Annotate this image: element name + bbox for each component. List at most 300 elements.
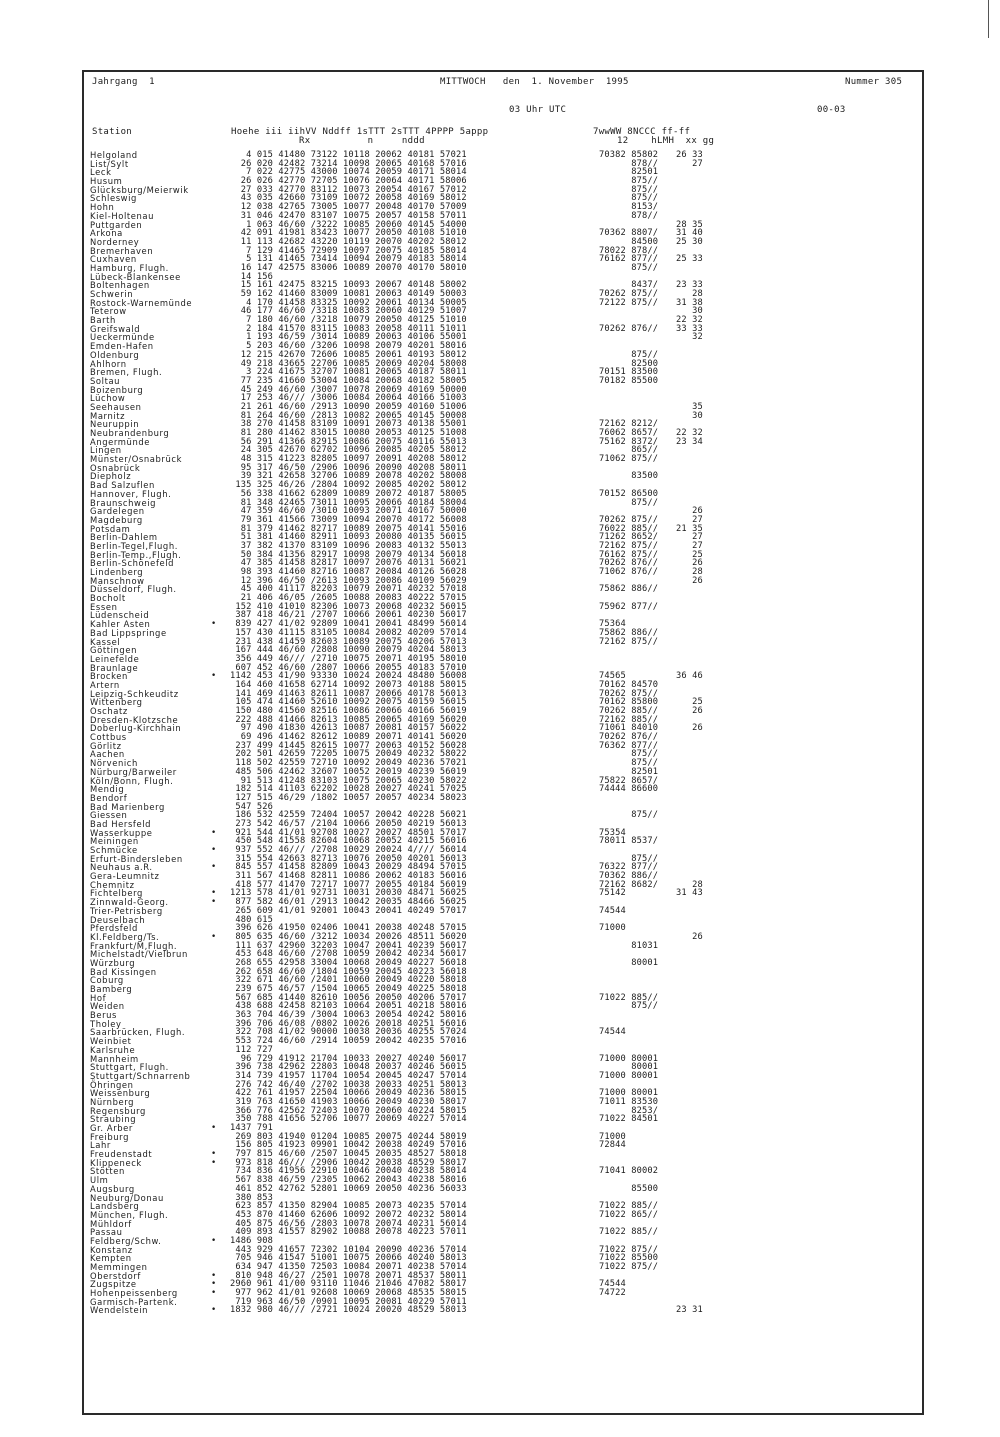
station-name: Klippeneck <box>90 1157 142 1168</box>
station-row <box>90 255 910 264</box>
synop-values: 845 557 41458 82809 10043 20029 48494 57015 <box>230 862 467 873</box>
wind-gust-values: 25 33 <box>676 254 703 265</box>
weather-cloud-codes: 875// <box>599 349 659 360</box>
weather-cloud-codes: 74544 <box>599 1027 626 1038</box>
weather-cloud-codes: 70262 875// <box>599 289 659 299</box>
synop-values: 1213 578 41/01 92731 10031 20030 48471 56025 <box>230 888 467 899</box>
synop-values: 105 474 41460 52610 10092 20075 40159 56015 <box>230 697 467 708</box>
station-row <box>90 281 910 290</box>
wind-gust-values: 26 <box>676 558 703 569</box>
weather-cloud-codes: 72162 8682/ <box>599 879 659 890</box>
wind-gust-values: 26 33 <box>676 150 703 160</box>
wind-gust-values: 36 46 <box>676 671 703 682</box>
weather-cloud-codes: 70152 86500 <box>599 488 659 499</box>
synop-values: 322 671 46/60 /2401 10060 20049 40220 58018 <box>230 975 467 986</box>
station-row <box>90 698 910 707</box>
synop-values: 268 655 42958 33004 10068 20049 40227 56018 <box>230 957 467 968</box>
weather-cloud-codes: 70362 8807/ <box>599 228 659 239</box>
station-name: Glücksburg/Meierwik <box>90 184 189 195</box>
station-row <box>90 490 910 499</box>
station-name: Oberstdorf <box>90 1270 141 1281</box>
station-row <box>90 803 910 812</box>
station-name: Kempten <box>90 1253 132 1264</box>
synop-values: 135 325 46/26 /2804 10092 20085 40202 58012 <box>230 480 467 491</box>
station-name: Bamberg <box>90 984 133 994</box>
synop-values: 69 496 41462 82612 10089 20071 40141 56020 <box>230 732 467 743</box>
station-row <box>90 481 910 490</box>
weather-cloud-codes: 71022 875// <box>599 1244 659 1255</box>
synop-values: 797 815 46/60 /2507 10045 20035 48527 58018 <box>230 1149 467 1160</box>
station-row <box>90 1098 910 1107</box>
station-name: Neuhaus a.R. <box>90 862 153 873</box>
synop-values: 56 338 41662 62809 10089 20072 40187 58005 <box>230 488 467 499</box>
station-name: Pferdsfeld <box>90 923 138 934</box>
mountain-marker: • <box>211 1149 217 1160</box>
station-name: Kahler Asten <box>90 619 151 630</box>
station-name: Husum <box>90 176 123 187</box>
station-name: Nörvenich <box>90 758 138 769</box>
synop-values: 239 675 46/57 /1504 10065 20049 40225 58018 <box>230 984 467 994</box>
synop-values: 315 554 42663 82713 10076 20050 40201 56013 <box>230 853 467 864</box>
weather-cloud-codes: 71022 85500 <box>599 1253 659 1264</box>
weather-cloud-codes: 70162 84570 <box>599 679 659 690</box>
synop-values: 877 582 46/01 /2913 10042 20035 48466 56025 <box>230 897 467 908</box>
weather-cloud-codes: 875// <box>599 176 659 187</box>
synop-values: 450 548 41558 82604 10068 20052 40215 56016 <box>230 836 467 847</box>
weather-cloud-codes: 75354 <box>599 827 626 838</box>
wind-gust-values: 30 <box>676 306 703 317</box>
wind-gust-values: 23 34 <box>676 436 703 447</box>
synop-values: 150 480 41560 82516 10086 20066 40166 56019 <box>230 706 467 716</box>
station-name: Gera-Leumnitz <box>90 871 160 882</box>
mountain-marker: • <box>211 1270 217 1281</box>
wind-gust-values: 26 <box>676 575 703 586</box>
station-row <box>90 1237 910 1246</box>
station-name: Fichtelberg <box>90 888 143 899</box>
wind-gust-values: 26 <box>676 506 703 517</box>
weather-cloud-codes: 71062 875// <box>599 454 659 465</box>
synop-values: 11 113 42682 43220 10119 20070 40202 58012 <box>230 236 467 247</box>
station-row <box>90 542 910 551</box>
observation-time: 03 Uhr UTC <box>509 105 567 115</box>
weather-cloud-codes: 875// <box>599 184 659 195</box>
wind-gust-values: 27 <box>676 514 703 525</box>
station-row <box>90 968 910 977</box>
weather-cloud-codes: 83500 <box>599 471 659 482</box>
station-name: Arkona <box>90 228 123 239</box>
synop-values: 1142 453 41/90 93330 10024 20024 48480 56008 <box>230 671 467 682</box>
weather-cloud-codes: 76322 877// <box>599 862 659 873</box>
station-name: Berlin-Tegel,Flugh. <box>90 540 178 551</box>
station-row <box>90 446 910 455</box>
station-name: Oldenburg <box>90 349 140 360</box>
weather-cloud-codes: 74544 <box>599 905 626 916</box>
mountain-marker: • <box>211 1235 217 1246</box>
station-name: Passau <box>90 1227 123 1238</box>
weather-cloud-codes: 80001 <box>599 957 659 968</box>
station-name: Bendorf <box>90 792 128 803</box>
station-row <box>90 1194 910 1203</box>
synop-values: 81 348 42465 73011 10095 20066 40184 58004 <box>230 497 467 508</box>
synop-values: 396 706 46/08 /0802 10026 20018 40251 56016 <box>230 1018 467 1029</box>
station-row <box>90 1133 910 1142</box>
weather-cloud-codes: 865// <box>599 445 659 456</box>
station-row <box>90 829 910 838</box>
synop-values: 273 542 46/57 /2104 10066 20050 40219 56013 <box>230 818 467 829</box>
synop-values: 37 382 41370 83109 10096 20083 40132 55013 <box>230 540 467 551</box>
synop-values: 7 129 41465 72909 10097 20075 40185 58014 <box>230 245 467 256</box>
station-name: Helgoland <box>90 150 138 160</box>
synop-values: 418 577 41470 72717 10077 20055 40184 56019 <box>230 879 467 890</box>
synop-values: 81 280 41462 83015 10080 20053 40125 51008 <box>230 428 467 438</box>
station-name: Berlin-Dahlem <box>90 532 158 543</box>
synop-values: 164 460 41658 62714 10092 20073 40188 58015 <box>230 679 467 690</box>
weather-cloud-codes: 875// <box>599 262 659 273</box>
synop-values: 1832 980 46/// /2721 10024 20020 48529 58013 <box>230 1305 467 1316</box>
wind-gust-values: 31 38 <box>676 297 703 308</box>
station-name: Neuburg/Donau <box>90 1192 164 1203</box>
synop-values: 319 763 41650 41903 10066 20049 40230 58017 <box>230 1096 467 1107</box>
synop-values: 567 685 41440 82610 10056 20050 40206 57017 <box>230 992 467 1003</box>
weather-cloud-codes: 76162 877// <box>599 254 659 265</box>
station-row <box>90 429 910 438</box>
station-name: Doberlug-Kirchhain <box>90 723 182 734</box>
station-name: Rostock-Warnemünde <box>90 297 193 308</box>
weather-cloud-codes: 875// <box>599 758 659 769</box>
weather-cloud-codes: 75162 8372/ <box>599 436 659 447</box>
synop-values: 111 637 42960 32203 10047 20041 40239 56017 <box>230 940 467 951</box>
weather-cloud-codes: 70262 876// <box>599 558 659 569</box>
weather-cloud-codes: 875// <box>599 853 659 864</box>
wind-gust-values: 27 <box>676 158 703 169</box>
station-row <box>90 585 910 594</box>
station-column-header: Station <box>92 127 133 137</box>
synop-values: 453 870 41460 62606 10092 20072 40232 58014 <box>230 1209 467 1220</box>
station-row <box>90 863 910 872</box>
wind-gust-values: 35 <box>676 401 703 412</box>
station-row <box>90 464 910 473</box>
station-name: Potsdam <box>90 523 131 534</box>
mountain-marker: • <box>211 1305 217 1316</box>
synop-values: 45 249 46/60 /3007 10078 20069 40169 50000 <box>230 384 467 395</box>
synop-values: 734 836 41956 22910 10046 20040 40238 58014 <box>230 1166 467 1177</box>
station-name: Meiningen <box>90 836 139 847</box>
weather-cloud-codes: 70182 85500 <box>599 375 659 386</box>
weather-cloud-codes: 75862 886// <box>599 627 659 638</box>
station-name: Köln/Bonn, Flugh. <box>90 775 174 786</box>
station-list <box>90 151 910 1315</box>
station-row <box>90 412 910 421</box>
station-name: Diepholz <box>90 471 132 482</box>
station-name: Bremerhaven <box>90 245 154 256</box>
wind-gust-values: 28 <box>676 289 703 299</box>
synop-values: 231 438 41459 82603 10089 20075 40206 57013 <box>230 636 467 647</box>
station-name: Leck <box>90 167 112 178</box>
weather-cloud-codes: 71000 80001 <box>599 1070 659 1081</box>
synop-values: 222 488 41466 82613 10085 20065 40169 56020 <box>230 714 467 725</box>
station-name: Tholey <box>90 1018 122 1029</box>
synop-values: 81 379 41462 82717 10089 20075 40141 55016 <box>230 523 467 534</box>
station-name: Görlitz <box>90 740 122 751</box>
station-row <box>90 229 910 238</box>
station-row <box>90 916 910 925</box>
station-name: Emden-Hafen <box>90 341 154 352</box>
weather-cloud-codes: 70382 85802 <box>599 150 659 160</box>
synop-values: 45 400 41117 82203 10079 20071 40232 57018 <box>230 584 467 595</box>
station-row <box>90 568 910 577</box>
synop-values: 157 430 41115 83105 10084 20082 40209 57014 <box>230 627 467 638</box>
mountain-marker: • <box>211 1279 217 1290</box>
weather-cloud-codes: 76162 875// <box>599 549 659 560</box>
station-row <box>90 733 910 742</box>
station-row <box>90 716 910 725</box>
synop-values: 405 875 46/56 /2803 10078 20074 40231 56014 <box>230 1218 467 1229</box>
volume-label: Jahrgang 1 <box>92 77 155 87</box>
station-name: Freudenstadt <box>90 1149 153 1160</box>
synop-values: 485 506 42462 32607 10052 20019 40239 56019 <box>230 766 467 777</box>
synop-values: 380 853 <box>230 1192 274 1203</box>
station-name: Coburg <box>90 975 124 986</box>
station-name: Bremen, Flugh. <box>90 367 163 378</box>
weather-cloud-codes: 80001 <box>599 1062 659 1073</box>
station-row <box>90 620 910 629</box>
synop-values: 156 805 41923 09901 10042 20038 40249 57016 <box>230 1140 467 1151</box>
station-row <box>90 203 910 212</box>
synop-values: 95 317 46/50 /2906 10096 20090 40208 58011 <box>230 462 467 473</box>
synop-values: 438 688 42458 82103 10064 20051 40218 58016 <box>230 1001 467 1012</box>
synop-values: 186 532 42559 72404 10057 20042 40228 56021 <box>230 810 467 821</box>
station-name: Bad Salzuflen <box>90 480 155 491</box>
station-row <box>90 707 910 716</box>
station-row <box>90 472 910 481</box>
weather-cloud-codes: 71061 84010 <box>599 723 659 734</box>
station-row <box>90 1167 910 1176</box>
station-name: Schmücke <box>90 845 138 855</box>
station-name: Puttgarden <box>90 219 143 230</box>
station-row <box>90 333 910 342</box>
synop-values: 607 452 46/60 /2807 10066 20055 40183 57010 <box>230 662 467 673</box>
wind-gust-values: 28 <box>676 567 703 577</box>
synop-values: 39 321 42658 32706 10089 20078 40202 58008 <box>230 471 467 482</box>
station-name: Öhringen <box>90 1079 134 1090</box>
station-row <box>90 672 910 681</box>
synop-values: 387 418 46/21 /2707 10066 20061 40230 56017 <box>230 610 467 621</box>
wind-gust-values: 22 32 <box>676 428 703 438</box>
station-row <box>90 1124 910 1133</box>
wind-gust-values: 26 <box>676 706 703 716</box>
station-row <box>90 151 910 160</box>
weather-cloud-codes: 71000 80001 <box>599 1088 659 1099</box>
synop-values: 12 396 46/50 /2613 10093 20086 40109 56029 <box>230 575 467 586</box>
station-name: Mendig <box>90 784 125 795</box>
wind-gust-values: 26 <box>676 931 703 942</box>
station-name: Weinbiet <box>90 1036 132 1047</box>
station-name: Hannover, Flugh. <box>90 488 172 499</box>
station-name: Weiden <box>90 1001 125 1012</box>
synop-values: 623 857 41350 82904 10085 20073 40235 57014 <box>230 1201 467 1212</box>
synop-values: 262 658 46/60 /1804 10059 20045 40223 56018 <box>230 966 467 977</box>
station-name: Memmingen <box>90 1262 148 1272</box>
synop-values: 634 947 41350 72503 10084 20071 40238 57014 <box>230 1262 467 1272</box>
weather-cloud-codes: 71000 <box>599 1131 626 1142</box>
station-name: Lüdenscheid <box>90 610 150 621</box>
station-row <box>90 1289 910 1298</box>
synop-values: 265 609 41/01 92001 10043 20041 40249 57017 <box>230 905 467 916</box>
station-name: Neuruppin <box>90 419 140 430</box>
station-row <box>90 655 910 664</box>
weather-cloud-codes: 875// <box>599 193 659 204</box>
wind-gust-values: 22 32 <box>676 315 703 326</box>
synop-values: 553 724 46/60 /2914 10059 20042 40235 57016 <box>230 1036 467 1047</box>
station-row <box>90 1011 910 1020</box>
wind-gust-values: 31 40 <box>676 228 703 239</box>
station-name: Saarbrücken, Flugh. <box>90 1027 186 1038</box>
station-name: Seehausen <box>90 401 142 412</box>
station-name: Würzburg <box>90 957 136 968</box>
station-row <box>90 1159 910 1168</box>
station-name: Chemnitz <box>90 879 135 890</box>
station-name: Lingen <box>90 445 122 456</box>
wind-gust-values: 31 43 <box>676 888 703 899</box>
station-row <box>90 194 910 203</box>
synop-values: 396 626 41950 02406 10041 20038 40248 57015 <box>230 923 467 934</box>
station-name: Schleswig <box>90 193 137 204</box>
station-name: Weissenburg <box>90 1088 151 1099</box>
weather-cloud-codes: 71041 80002 <box>599 1166 659 1177</box>
station-name: Hamburg, Flugh. <box>90 262 169 273</box>
station-name: Mannheim <box>90 1053 139 1064</box>
synop-values: 973 818 46/// /2906 10042 20038 48529 58017 <box>230 1157 467 1168</box>
station-row <box>90 646 910 655</box>
station-name: Aachen <box>90 749 125 760</box>
weather-cloud-codes: 75364 <box>599 619 626 630</box>
station-name: Deuselbach <box>90 914 146 925</box>
synop-values: 237 499 41445 82615 10077 20063 40152 56028 <box>230 740 467 751</box>
weather-cloud-codes: 72162 8212/ <box>599 419 659 430</box>
weather-cloud-codes: 71022 84501 <box>599 1114 659 1125</box>
station-name: Michelstadt/Vielbrun <box>90 949 188 960</box>
weather-cloud-codes: 875// <box>599 810 659 821</box>
station-name: Bad Hersfeld <box>90 818 152 829</box>
station-name: Greifswald <box>90 323 141 334</box>
station-row <box>90 959 910 968</box>
station-row <box>90 307 910 316</box>
station-row <box>90 942 910 951</box>
station-row <box>90 724 910 733</box>
weather-cloud-codes: 72162 875// <box>599 636 659 647</box>
station-name: Kassel <box>90 636 121 647</box>
station-name: Landsberg <box>90 1201 140 1212</box>
wind-gust-values: 30 <box>676 410 703 421</box>
station-name: Artern <box>90 679 120 690</box>
weather-cloud-codes: 71262 8652/ <box>599 532 659 543</box>
weather-cloud-codes: 74722 <box>599 1288 626 1299</box>
station-name: Regensburg <box>90 1105 146 1116</box>
station-name: Kl.Feldberg/Ts. <box>90 931 160 942</box>
station-row <box>90 976 910 985</box>
station-name: Giessen <box>90 810 128 821</box>
synop-values: 17 253 46/// /3006 10084 20064 40166 51003 <box>230 393 467 404</box>
station-name: Essen <box>90 601 118 612</box>
synop-values: 4 170 41458 83325 10092 20061 40134 50005 <box>230 297 467 308</box>
station-row <box>90 785 910 794</box>
synop-values: 422 761 41957 22504 10066 20049 40236 58015 <box>230 1088 467 1099</box>
station-row <box>90 507 910 516</box>
weather-cloud-codes: 74565 <box>599 671 626 682</box>
station-name: Augsburg <box>90 1183 135 1194</box>
station-row <box>90 368 910 377</box>
weather-cloud-codes: 878// <box>599 210 659 221</box>
synop-values: 46 177 46/60 /3318 10083 20060 40129 51007 <box>230 306 467 317</box>
station-name: Feldberg/Schw. <box>90 1235 162 1246</box>
synop-values: 152 410 41010 82306 10073 20068 40232 56015 <box>230 601 467 612</box>
station-row <box>90 264 910 273</box>
synop-values: 97 490 41830 42613 10087 20081 40157 56022 <box>230 723 467 734</box>
station-row <box>90 1081 910 1090</box>
synop-values: 443 929 41657 72302 10104 20090 40236 57014 <box>230 1244 467 1255</box>
weather-cloud-codes: 78011 8537/ <box>599 836 659 847</box>
synop-values: 1 193 46/59 /3014 10089 20063 40106 55001 <box>230 332 467 343</box>
station-row <box>90 160 910 169</box>
station-name: Bad Marienberg <box>90 801 165 812</box>
station-name: Schwerin <box>90 289 134 299</box>
weather-cloud-codes: 875// <box>599 749 659 760</box>
mountain-marker: • <box>211 862 217 873</box>
station-name: Dresden-Klotzsche <box>90 714 179 725</box>
station-name: Ueckermünde <box>90 332 155 343</box>
weather-cloud-codes: 8153/ <box>599 202 659 213</box>
station-row <box>90 594 910 603</box>
weather-cloud-codes: 70162 85800 <box>599 697 659 708</box>
weather-cloud-codes: 74544 <box>599 1279 626 1290</box>
weather-cloud-codes: 84500 <box>599 236 659 247</box>
synop-values: 7 180 46/60 /3218 10079 20050 40125 51010 <box>230 315 467 326</box>
station-row <box>90 168 910 177</box>
synop-values: 14 156 <box>230 271 274 282</box>
station-row <box>90 1055 910 1064</box>
weather-cloud-codes: 72162 885// <box>599 714 659 725</box>
synop-values: 12 038 42765 73005 10077 20048 40170 57009 <box>230 202 467 213</box>
weather-cloud-codes: 75822 8657/ <box>599 775 659 786</box>
station-row <box>90 403 910 412</box>
mountain-marker: • <box>211 897 217 908</box>
synop-values: 7 022 42775 43000 10074 20059 40171 58014 <box>230 167 467 178</box>
weather-cloud-codes: 82501 <box>599 167 659 178</box>
weather-cloud-codes: 74444 86600 <box>599 784 659 795</box>
wind-gust-values: 21 35 <box>676 523 703 534</box>
station-name: Barth <box>90 315 116 326</box>
synop-values: 396 738 42962 22803 10048 20037 40246 56015 <box>230 1062 467 1073</box>
weather-cloud-codes: 878// <box>599 158 659 169</box>
weather-cloud-codes: 875// <box>599 1001 659 1012</box>
station-name: Hohenpeissenberg <box>90 1288 178 1299</box>
weather-cloud-codes: 82501 <box>599 766 659 777</box>
station-name: Boltenhagen <box>90 280 150 291</box>
synop-values: 269 803 41940 01204 10085 20075 40244 58019 <box>230 1131 467 1142</box>
synop-values: 98 393 41460 82716 10087 20084 40126 56028 <box>230 567 467 577</box>
wind-gust-values: 23 33 <box>676 280 703 291</box>
station-name: Münster/Osnabrück <box>90 454 183 465</box>
station-row <box>90 299 910 308</box>
station-name: Göttingen <box>90 645 137 656</box>
station-name: Leipzig-Schkeuditz <box>90 688 179 699</box>
wind-gust-values: 28 <box>676 879 703 890</box>
synop-values: 202 501 42659 72205 10075 20049 40232 58022 <box>230 749 467 760</box>
time-range: 00-03 <box>817 105 846 115</box>
wind-gust-values: 33 33 <box>676 323 703 334</box>
station-name: Lindenberg <box>90 567 144 577</box>
station-row <box>90 316 910 325</box>
